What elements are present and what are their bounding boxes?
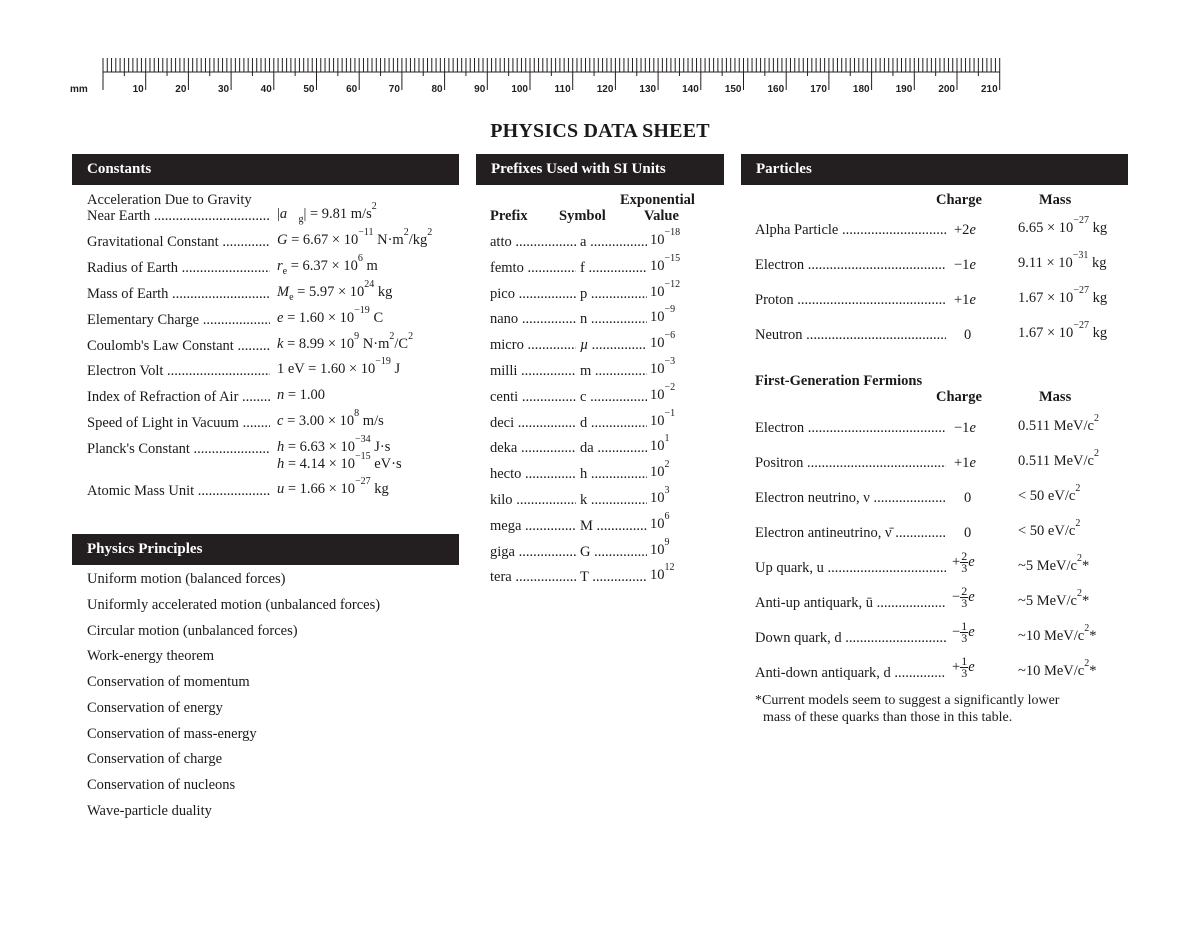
ruler-unit-label: mm [70,84,88,95]
fermion-mass: ~5 MeV/$c^2*$ [1018,588,1090,609]
ruler-label: 150 [724,84,742,95]
prefix-symbol: G ..... [580,544,647,561]
prefix-col-header: Exponential [620,192,695,208]
ruler-label: 170 [810,84,827,95]
principle-item: Conservation of momentum [87,674,250,690]
ruler-labels [70,84,998,95]
constant-label: Gravitational Constant ..... [87,234,270,251]
prefix-name: micro ..... [490,337,576,354]
ruler-label: 140 [682,84,699,95]
constant-value-radius: $r_e = 6.37 \times 10^6$ m [277,253,378,277]
fermion-mass: 0.511 MeV/$c^2$ [1018,413,1099,434]
prefix-exponent: $10^{-2}$ [650,382,676,403]
fermions-footnote: *Current models seem to suggest a significantly lower [755,693,1060,708]
fermion-mass: ~5 MeV/$c^2*$ [1018,553,1090,574]
fermion-name: Down quark, d ..... [755,630,946,647]
constant-value-mass-earth: $M_e = 5.97 \times 10^{24}$ kg [277,279,393,303]
constant-value-charge: $e = 1.60 \times 10^{-19}$ C [277,305,384,326]
fermion-charge: − $\frac{2}{3}$ e [952,584,975,610]
prefixes-heading: Prefixes Used with SI Units [476,154,724,185]
ruler-label: 180 [852,84,870,95]
fermion-charge: + $\frac{1}{3}$ e [952,654,975,680]
constant-value-gravity: $|a⃗_g| = 9.81$ $m/s^2$ [277,201,377,225]
prefix-exponent: $10^{-9}$ [650,304,676,325]
constant-label: Index of Refraction of Air ..... [87,389,270,406]
prefix-name: femto ..... [490,260,576,277]
fermion-mass: < 50 $eV/c^2$ [1018,518,1081,539]
prefix-symbol: M ..... [580,518,647,535]
fermion-charge: 0 [964,525,972,541]
constant-value-amu: $u = 1.66 \times 10^{-27}$ kg [277,476,389,497]
prefix-symbol: c ..... [580,389,647,406]
principle-item: Wave-particle duality [87,803,212,819]
principle-item: Conservation of charge [87,751,223,767]
prefix-symbol: p ..... [580,286,647,303]
principle-item: Work-energy theorem [87,648,215,664]
prefix-name: nano ..... [490,311,576,328]
principle-item: Uniformly accelerated motion (unbalanced forces) [87,597,381,613]
prefix-exponent: $10^2$ [650,459,670,480]
prefix-symbol: µ ..... [580,337,647,354]
particles-col-header: Charge [936,192,982,208]
fermion-charge: + $\frac{2}{3}$ e [952,549,975,575]
prefix-name: atto ..... [490,234,576,251]
fermions-col-header: Mass [1039,389,1072,405]
ruler-label: 20 [175,84,187,95]
particle-name: Electron ..... [755,257,946,274]
prefix-symbol: T ..... [580,569,647,586]
particle-name: Alpha Particle ..... [755,222,946,239]
fermion-charge: 0 [964,490,972,506]
fermion-name: Positron ..... [755,455,946,472]
fermion-name: Up quark, u ..... [755,560,946,577]
constant-label: Atomic Mass Unit ..... [87,483,270,500]
fermion-name: Anti-up antiquark, ū ..... [755,595,946,612]
ruler-label: 130 [639,84,657,95]
prefix-exponent: $10^6$ [650,511,670,532]
ruler-label: 60 [346,84,358,95]
ruler-label: 200 [938,84,955,95]
constant-value-planck-ev: $h = 4.14 \times 10^{-15}$ eV·s [277,451,402,472]
prefix-symbol: k ..... [580,492,647,509]
particle-name: Neutron ..... [755,327,946,344]
prefix-symbol: da ..... [580,440,647,457]
prefix-exponent: $10^9$ [650,537,670,558]
constant-label: Elementary Charge ..... [87,312,270,329]
fermion-charge: −1e [954,420,976,436]
fermion-name: Electron antineutrino, ν̄ ..... [755,525,946,542]
particle-mass: $6.65 \times 10^{-27}$ kg [1018,215,1108,236]
constants-heading: Constants [72,154,459,185]
ruler-label: 110 [554,84,571,95]
particle-mass: $9.11 \times 10^{-31}$ kg [1018,250,1107,271]
fermion-mass: ~10 MeV/$c^2*$ [1018,623,1097,644]
prefix-exponent: $10^{-3}$ [650,356,676,377]
constant-label: Speed of Light in Vacuum ..... [87,415,270,432]
fermion-mass: 0.511 MeV/$c^2$ [1018,448,1099,469]
particle-charge: +1e [954,292,976,308]
principle-item: Conservation of energy [87,700,223,716]
ruler-label: 50 [303,84,315,95]
fermions-footnote: mass of these quarks than those in this table. [763,710,1013,725]
ruler-label: 10 [132,84,144,95]
prefix-exponent: $10^{-15}$ [650,253,681,274]
ruler-label: 120 [596,84,614,95]
prefix-exponent: $10^{-6}$ [650,330,676,351]
constant-label: Near Earth ..... [87,208,270,225]
prefix-name: kilo ..... [490,492,576,509]
constant-label: Radius of Earth ..... [87,260,270,277]
particle-charge: −1e [954,257,976,273]
prefix-name: giga ..... [490,544,576,561]
particle-charge: 0 [964,327,972,343]
constant-value-ev: 1 eV = $1.60 \times 10^{-19}$ J [277,356,401,377]
prefix-symbol: f ..... [580,260,647,277]
principle-item: Conservation of nucleons [87,777,236,793]
fermion-charge: − $\frac{1}{3}$ e [952,619,975,645]
page-title: PHYSICS DATA SHEET [490,120,710,142]
principle-item: Uniform motion (balanced forces) [87,571,286,587]
prefix-name: tera ..... [490,569,576,586]
ruler-label: 40 [260,84,272,95]
fermions-col-header: Charge [936,389,982,405]
prefix-symbol: h ..... [580,466,647,483]
principle-item: Conservation of mass-energy [87,726,257,742]
prefix-exponent: $10^{-1}$ [650,408,676,429]
prefix-exponent: $10^{-12}$ [650,279,681,300]
constant-value-light: $c = 3.00 \times 10^8$ m/s [277,408,384,429]
prefix-col-header: Prefix [490,208,528,224]
particles-col-header: Mass [1039,192,1072,208]
ruler-label: 100 [511,84,528,95]
constant-value-coulomb: $k = 8.99 \times 10^9$ $N\cdot m^2/C^2$ [277,331,414,352]
fermion-mass: < 50 $eV/c^2$ [1018,483,1081,504]
principle-item: Circular motion (unbalanced forces) [87,623,298,639]
ruler-label: 160 [767,84,785,95]
fermion-name: Electron ..... [755,420,946,437]
prefix-name: hecto ..... [490,466,576,483]
constant-label: Electron Volt ..... [87,363,270,380]
fermion-mass: ~10 MeV/$c^2*$ [1018,658,1097,679]
prefix-exponent: $10^3$ [650,485,670,506]
prefix-name: deka ..... [490,440,576,457]
prefix-symbol: d ..... [580,415,647,432]
ruler-label: 80 [431,84,443,95]
prefix-exponent: $10^1$ [650,433,670,454]
ruler-label: 210 [981,84,998,95]
ruler-label: 90 [474,84,486,95]
constant-label: Mass of Earth ..... [87,286,270,303]
millimetre-ruler [70,54,1010,100]
principles-heading: Physics Principles [72,534,459,565]
ruler-label: 190 [895,84,913,95]
particle-name: Proton ..... [755,292,946,309]
prefix-symbol: a ..... [580,234,647,251]
prefix-name: centi ..... [490,389,576,406]
prefix-name: deci ..... [490,415,576,432]
prefix-exponent: $10^{-18}$ [650,227,681,248]
prefix-name: pico ..... [490,286,576,303]
particles-heading: Particles [741,154,1128,185]
fermions-heading: First-Generation Fermions [755,373,923,389]
prefix-col-header: Symbol [559,208,606,224]
particle-mass: $1.67 \times 10^{-27}$ kg [1018,285,1108,306]
prefix-name: milli ..... [490,363,576,380]
ruler-label: 30 [217,84,230,95]
constant-label: Coulomb's Law Constant ..... [87,338,270,355]
prefix-symbol: m ..... [580,363,647,380]
fermion-charge: +1e [954,455,976,471]
constant-label: Planck's Constant ..... [87,441,270,458]
prefix-col-header: Value [644,208,679,224]
fermion-name: Anti-down antiquark, d̄ ..... [755,665,946,682]
particle-mass: $1.67 \times 10^{-27}$ kg [1018,320,1108,341]
constant-label: Acceleration Due to Gravity [87,192,252,208]
prefix-name: mega ..... [490,518,576,535]
ruler-label: 70 [388,84,400,95]
constant-value-planck: $h = 6.63 \times 10^{-34}$ J·s [277,434,391,455]
fermion-name: Electron neutrino, ν ..... [755,490,946,507]
constant-value-refraction: n = 1.00 [277,387,326,403]
prefix-exponent: $10^{12}$ [650,562,675,583]
prefix-symbol: n ..... [580,311,647,328]
constant-value-gravitational: $G = 6.67 \times 10^{-11}$ $N\cdot m^2/kg^2$ [277,227,433,248]
particle-charge: +2e [954,222,976,238]
